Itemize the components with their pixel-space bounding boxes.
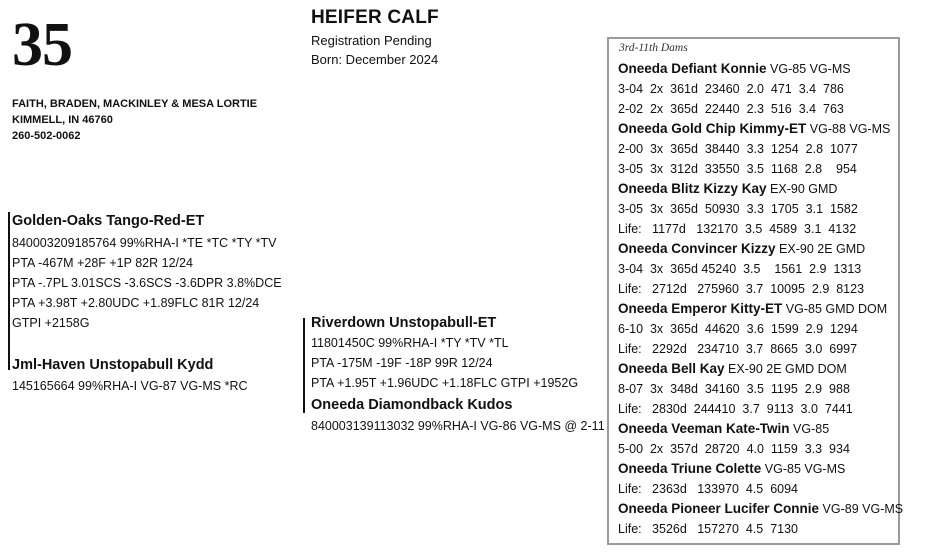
dam-record: 6-10 3x 365d 44620 3.6 1599 2.9 1294 [618, 322, 858, 336]
dam-record: 2-00 3x 365d 38440 3.3 1254 2.8 1077 [618, 142, 858, 156]
dam-entry-name: Oneeda Triune Colette [618, 461, 762, 476]
birth-date: Born: December 2024 [311, 52, 439, 67]
dam-entry-name: Oneeda Pioneer Lucifer Connie [618, 501, 820, 516]
owner-phone: 260-502-0062 [12, 130, 81, 142]
dam-record: Life: 3526d 157270 4.5 7130 [618, 522, 799, 536]
dam-entry [618, 59, 851, 79]
sire-line: PTA +3.98T +2.80UDC +1.89FLC 81R 12/24 [12, 296, 260, 310]
dam-record: Life: 2712d 275960 3.7 10095 2.9 8123 [618, 282, 865, 296]
dam-record: 2-02 2x 365d 22440 2.3 516 3.4 763 [618, 102, 844, 116]
sire-name: Golden-Oaks Tango-Red-ET [12, 213, 205, 229]
dam-entry-name: Oneeda Gold Chip Kimmy-ET [618, 121, 807, 136]
dam-entry-score: VG-89 VG-MS [822, 502, 904, 516]
dam-entry-score: VG-85 VG-MS [770, 62, 851, 76]
dam-record: Life: 2363d 133970 4.5 6094 [618, 482, 799, 496]
dam-name: Jml-Haven Unstopabull Kydd [12, 357, 214, 373]
dam-entry [618, 359, 847, 379]
dam-entry-score: EX-90 GMD [770, 182, 838, 196]
dam-entry-name: Oneeda Convincer Kizzy [618, 241, 776, 256]
dam-entry-name: Oneeda Bell Kay [618, 361, 725, 376]
lot-number: 35 [12, 11, 72, 79]
dam-record: 5-00 2x 357d 28720 4.0 1159 3.3 934 [618, 442, 850, 456]
sire-line: GTPI +2158G [12, 316, 90, 330]
owner-names: FAITH, BRADEN, MACKINLEY & MESA LORTIE [12, 98, 258, 110]
dam-record: 3-05 3x 312d 33550 3.5 1168 2.8 954 [618, 162, 857, 176]
maternal-granddam-line: 840003139113032 99%RHA-I VG-86 VG-MS @ 2-11 [311, 419, 605, 433]
dam-entry [618, 299, 887, 319]
dam-entry-score: EX-90 2E GMD [779, 242, 866, 256]
animal-type: HEIFER CALF [311, 7, 439, 28]
maternal-bracket [303, 318, 305, 413]
dam-record: 3-05 3x 365d 50930 3.3 1705 3.1 1582 [618, 202, 858, 216]
dams-box-header: 3rd-11th Dams [619, 42, 688, 54]
maternal-grandsire-line: PTA -175M -19F -18P 99R 12/24 [311, 356, 493, 370]
sire-line: 840003209185764 99%RHA-I *TE *TC *TY *TV [12, 236, 277, 250]
maternal-grandsire-line: PTA +1.95T +1.96UDC +1.18FLC GTPI +1952G [311, 376, 579, 390]
dam-entry-name: Oneeda Blitz Kizzy Kay [618, 181, 767, 196]
sire-line: PTA -.7PL 3.01SCS -3.6SCS -3.6DPR 3.8%DCE [12, 276, 282, 290]
dam-entry-name: Oneeda Defiant Konnie [618, 61, 767, 76]
dam-entry-score: VG-85 [793, 422, 830, 436]
dam-record: Life: 2830d 244410 3.7 9113 3.0 7441 [618, 402, 853, 416]
dam-entry-name: Oneeda Emperor Kitty-ET [618, 301, 783, 316]
registration-status: Registration Pending [311, 33, 432, 48]
dam-record: Life: 1177d 132170 3.5 4589 3.1 4132 [618, 222, 857, 236]
dam-entry [618, 499, 903, 519]
maternal-grandsire-name: Riverdown Unstopabull-ET [311, 315, 497, 331]
dam-record: 8-07 3x 348d 34160 3.5 1195 2.9 988 [618, 382, 850, 396]
dam-entry [618, 459, 845, 479]
dam-line: 145165664 99%RHA-I VG-87 VG-MS *RC [12, 379, 248, 393]
dam-entry [618, 179, 837, 199]
dam-entry [618, 239, 865, 259]
maternal-grandsire-line: 11801450C 99%RHA-I *TY *TV *TL [311, 336, 509, 350]
maternal-granddam-name: Oneeda Diamondback Kudos [311, 397, 513, 413]
owner-city: KIMMELL, IN 46760 [12, 114, 113, 126]
dam-record: 3-04 3x 365d 45240 3.5 1561 2.9 1313 [618, 262, 862, 276]
dam-entry [618, 119, 890, 139]
sire-line: PTA -467M +28F +1P 82R 12/24 [12, 256, 193, 270]
sire-bracket [8, 212, 10, 370]
dam-entry-score: EX-90 2E GMD DOM [728, 362, 847, 376]
dam-record: Life: 2292d 234710 3.7 8665 3.0 6997 [618, 342, 858, 356]
dam-entry-name: Oneeda Veeman Kate-Twin [618, 421, 790, 436]
dam-entry-score: VG-88 VG-MS [809, 122, 891, 136]
dams-box [607, 37, 904, 545]
dam-entry-score: VG-85 VG-MS [764, 462, 846, 476]
dam-record: 3-04 2x 361d 23460 2.0 471 3.4 786 [618, 82, 844, 96]
dam-entry [618, 419, 829, 439]
dam-entry-score: VG-85 GMD DOM [785, 302, 888, 316]
